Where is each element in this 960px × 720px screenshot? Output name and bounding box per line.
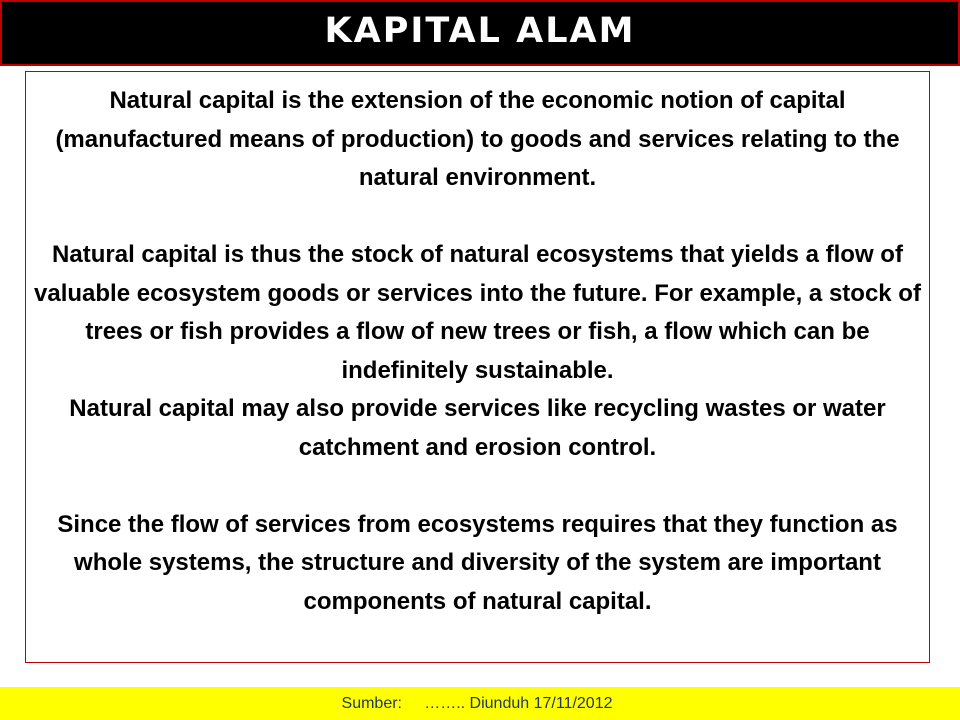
paragraph-whole-systems: Since the flow of services from ecosystems requires that they function as whole systems, the structure and diversity of the system are important components of natural capital. <box>57 510 898 615</box>
paragraph-spacer <box>30 198 925 237</box>
content-box <box>25 71 930 663</box>
paragraph-stock-flow: Natural capital is thus the stock of natural ecosystems that yields a flow of valuable ecosystem goods or services into the future. For example, a stock of trees or fish provides a flow of new trees or fish, a flow which can be indefinitely sustainable. <box>34 241 921 384</box>
slide-title: KAPITAL ALAM <box>324 11 636 51</box>
title-bar <box>0 0 960 66</box>
source-footer: Sumber: …….. Diunduh 17/11/2012 <box>341 694 613 712</box>
paragraph-services: Natural capital may also provide services like recycling wastes or water catchment and erosion control. <box>69 395 886 461</box>
footer-bar <box>0 687 960 720</box>
paragraph-definition: Natural capital is the extension of the economic notion of capital (manufactured means of production) to goods and services relating to the natural environment. <box>55 87 900 191</box>
paragraph-spacer <box>30 467 925 506</box>
